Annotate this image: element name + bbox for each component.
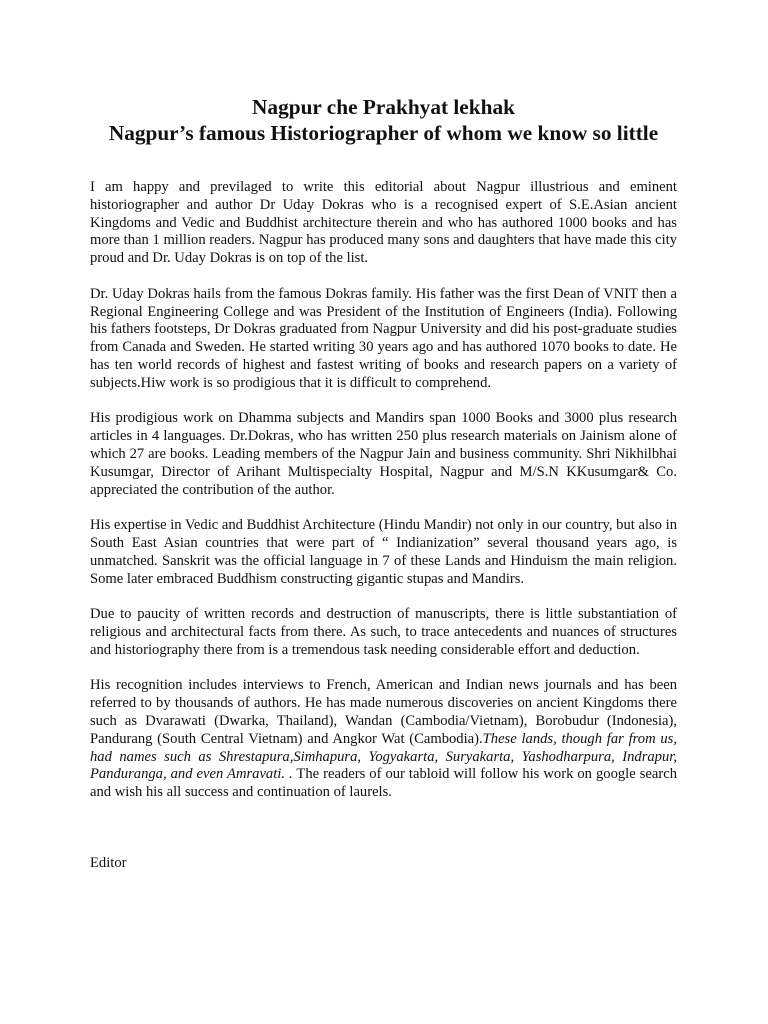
title-marathi: Nagpur che Prakhyat lekhak xyxy=(252,95,515,119)
paragraph-2: Dr. Uday Dokras hails from the famous Dokras family. His father was the first Dean of VNIT then a Regional Engineering College and was President of the Institution of Engineers (India). Following his fathers footsteps, Dr Dokras graduated from Nagpur University and did his post-graduate studies from Canada and Sweden. He started writing 30 years ago and has authored 1070 books to date. He has ten world records of highest and fastest writing of books and research papers on a variety of subjects.Hiw work is so prodigious that it is difficult to comprehend. xyxy=(90,285,677,391)
title-english: Nagpur’s famous Historiographer of whom we know so little xyxy=(108,121,659,145)
document-page xyxy=(90,94,677,873)
editor-signature: Editor xyxy=(90,854,127,871)
paragraph-3: His prodigious work on Dhamma subjects and Mandirs span 1000 Books and 3000 plus research articles in 4 languages. Dr.Dokras, who has written 250 plus research materials on Jainism alone of which 27 are books. Leading members of the Nagpur Jain and business community. Shri Nikhilbhai Kusumgar, Director of Arihant Multispecialty Hospital, Nagpur and M/S.N KKusumgar& Co. appreciated the contribution of the author. xyxy=(90,410,677,498)
paragraph-6-italic: These lands, though far from us, had names such as Shrestapura,Simhapura, Yogyakarta, Suryakarta, Yashodharpura, Indrapur, Panduranga, and even Amravati. . xyxy=(90,730,677,783)
document-title xyxy=(90,94,677,146)
paragraph-6 xyxy=(90,677,677,802)
paragraph-4: His expertise in Vedic and Buddhist Architecture (Hindu Mandir) not only in our country, but also in South East Asian countries that were part of “ Indianization” several thousand years ago, is unmatched. Sanskrit was the official language in 7 of these Lands and Hinduism the main religion. Some later embraced Buddhism constructing gigantic stupas and Mandirs. xyxy=(90,517,677,587)
paragraph-6-closing: The readers of our tabloid will follow his work on google search and wish his all success and continuation of laurels. xyxy=(90,766,677,801)
paragraph-6-text: His recognition includes interviews to French, American and Indian news journals and has been referred to by thousands of authors. He has made numerous discoveries on ancient Kingdoms there such as Dvarawati (Dwarka, Thailand), Wandan (Cambodia/Vietnam), Borobudur (Indonesia), Pandurang (South Central Vietnam) and Angkor Wat (Cambodia). xyxy=(90,677,677,747)
paragraph-1: I am happy and previlaged to write this editorial about Nagpur illustrious and eminent historiographer and author Dr Uday Dokras who is a recognised expert of S.E.Asian ancient Kingdoms and Vedic and Buddhist architecture therein and who has authored 1000 books and has more than 1 million readers. Nagpur has produced many sons and daughters that have made this city proud and Dr. Uday Dokras is on top of the list. xyxy=(90,179,677,267)
paragraph-5: Due to paucity of written records and destruction of manuscripts, there is little substantiation of religious and architectural facts from there. As such, to trace antecedents and nuances of structures and historiography there from is a tremendous task needing considerable effort and deduction. xyxy=(90,606,677,658)
document-body xyxy=(90,179,677,802)
